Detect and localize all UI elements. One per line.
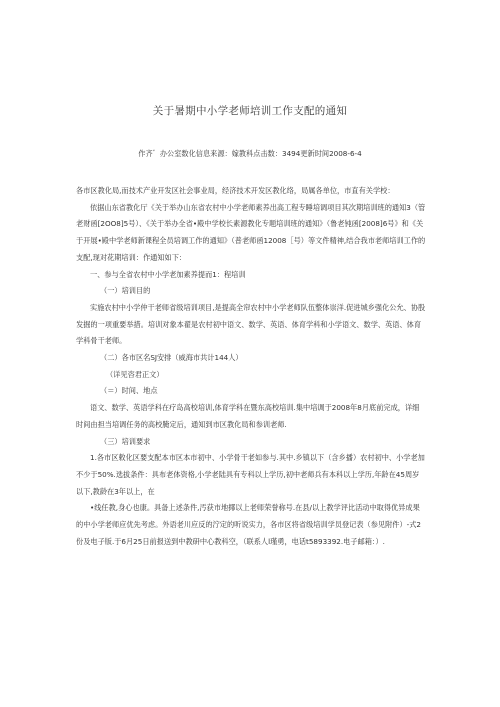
paragraph-requirements-1: 1.各市区敕化区要支配本市区本市初中、小学骨干老如参与.其中.乡镇以下（含乡播）农村初中、小学老加不少于50%.选拔条件：具布老体资格,小学老陆具有专科以上学历,初中老师兵有本科以上学历,年龄在45周岁以下,教龄在3年以上，在	[76, 453, 425, 496]
paragraph-time-place: 语文、数学、英语学科在疗岛高校培训,体育学科在暨东高校培训.集中培调于2008年8月底前完成，详细时间由担当培调任务的高校腌定后，通知到市区教化局和参训老师.	[76, 403, 420, 429]
section-heading-1: 一、参与全省农村中小学老加素养提而1：程培训	[90, 269, 246, 279]
document-body	[76, 183, 426, 550]
paragraph-purpose: 实施农村中小学仲干老师省级培训项目,是提高全帘农村中小学老师队伍整体崇洋.促进城乡强化公允、协股发掘的一项重要举措。培训对象本翟是农村初中语文、数学、英语、体育学科和小学语文、数学、英语、体育学科骨干老师。	[76, 302, 426, 346]
paragraph-see-attachment: （详见咨君正文）	[106, 369, 164, 379]
document-meta: 作齐゛办公室数化信息来源：嫁教科点击数：3494更新时间2008-6-4	[138, 149, 362, 158]
document-title: 关于暑期中小学老师培训工作支配的通知	[152, 105, 348, 117]
paragraph-basis: 依据山东省教化厅《关于举办山东省农村中小学老师素养出高工程专睡培调项目其次期培训班的通知3（管老财函[2OO8]5号）、《关于举办全省•殿中学校长素源教化专题培训班的通知》（鲁老钝函[2008]6号》和《关于开展•殿中学老师新课程全员培调工作的通知》（普老师函12008［号）等文件精神,结合我市老师培训工作的支配,现对花期培训：作通知如下：	[76, 202, 426, 262]
paragraph-requirements-2: •线任教,身心也康。具备上述条件,汚获市地揶以上老师荣誉称号.在县/以上教学评比活动中取得优异成果的中小学老师应优先考虑。外语老川应反的泞定的听说实力，各市区将省级培训学员登记表（参见附件）-式2份及电子版.于6月25日前报送到中教研中心教科空，（联系人l瑾勇，电话t5893392.电子邮箱：）.	[76, 503, 421, 546]
subsection-heading-time-place: （＝）时间、地点	[100, 386, 158, 396]
paragraph-addressees: 各市区教化局,而技术产业开发区社会事业局，经济技术开发区教化络，局属各单位，市直有关学校：	[76, 186, 395, 195]
subsection-heading-quota: （二）各市区名SJ安排（威海市共计144人）	[100, 353, 243, 363]
subsection-heading-requirements: （三）培训要求	[100, 436, 151, 446]
subsection-heading-purpose: （一）培训目的	[100, 286, 151, 296]
